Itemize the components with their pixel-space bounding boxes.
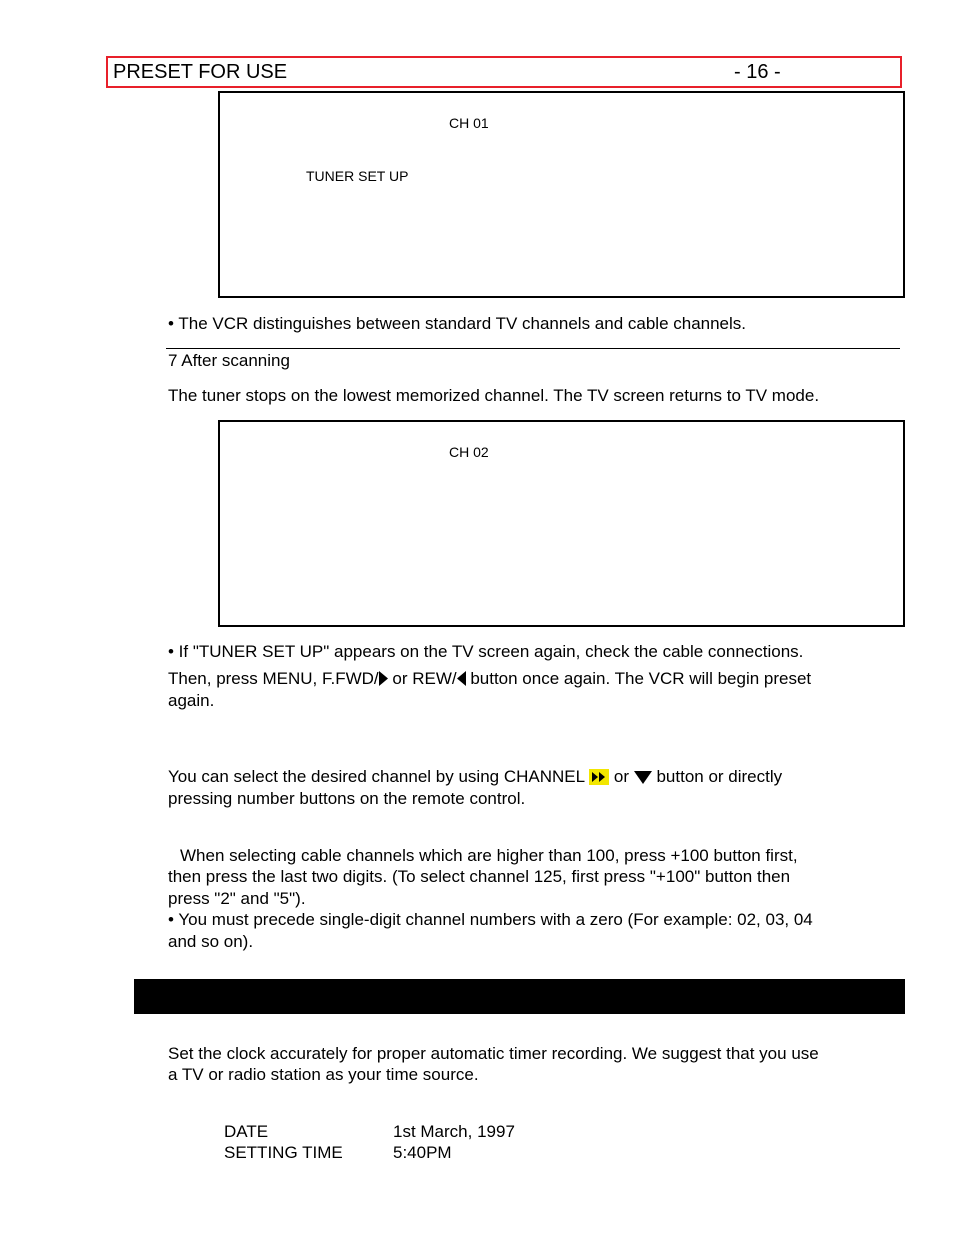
select-text-segment: or (609, 767, 634, 786)
cable-text-3: press "2" and "5"). (168, 889, 306, 908)
date-value: 1st March, 1997 (393, 1122, 515, 1141)
note-text: • The VCR distinguishes between standard TV channels and cable channels. (168, 314, 747, 333)
osd-channel-2: CH 02 (449, 444, 489, 460)
divider (166, 348, 900, 349)
page-title: PRESET FOR USE (113, 61, 288, 83)
note-text-segment: button once again. The VCR will begin preset (465, 669, 812, 688)
clock-text-2: a TV or radio station as your time source. (168, 1065, 479, 1084)
cable-text-1: When selecting cable channels which are higher than 100, press +100 button first, (180, 846, 798, 865)
select-text-2: pressing number buttons on the remote control. (168, 789, 526, 808)
page-number: - 16 - (734, 61, 781, 83)
cable-text-5: and so on). (168, 932, 254, 951)
clock-text-1: Set the clock accurately for proper automatic timer recording. We suggest that you use (168, 1044, 819, 1063)
left-triangle-icon (457, 670, 466, 691)
note-text-segment: Then, press MENU, F.FWD/ (168, 669, 379, 688)
step-heading: 7 After scanning (168, 351, 290, 370)
fast-forward-icon (589, 769, 609, 785)
note-text-2: • If "TUNER SET UP" appears on the TV screen again, check the cable connections. (168, 642, 804, 661)
note-text-segment: or REW/ (387, 669, 457, 688)
osd-status: TUNER SET UP (306, 168, 409, 184)
section-bar (134, 979, 905, 1014)
select-text-segment: button or directly (651, 767, 783, 786)
tv-screen-illustration-2 (218, 420, 905, 627)
right-triangle-icon (379, 670, 388, 691)
osd-channel: CH 01 (449, 115, 489, 131)
date-label: DATE (224, 1122, 269, 1141)
select-text-segment: You can select the desired channel by using CHANNEL (168, 767, 590, 786)
step-text: The tuner stops on the lowest memorized channel. The TV screen returns to TV mode. (168, 386, 820, 405)
select-text-1 (168, 766, 782, 789)
cable-text-2: then press the last two digits. (To select channel 125, first press "+100" button then (168, 867, 791, 886)
note-text-3 (168, 668, 811, 691)
note-text-4: again. (168, 691, 215, 710)
cable-text-4: • You must precede single-digit channel numbers with a zero (For example: 02, 03, 04 (168, 910, 813, 929)
time-value: 5:40PM (393, 1143, 452, 1162)
tv-screen-illustration (218, 91, 905, 298)
down-triangle-icon (634, 768, 652, 789)
time-label: SETTING TIME (224, 1143, 343, 1162)
